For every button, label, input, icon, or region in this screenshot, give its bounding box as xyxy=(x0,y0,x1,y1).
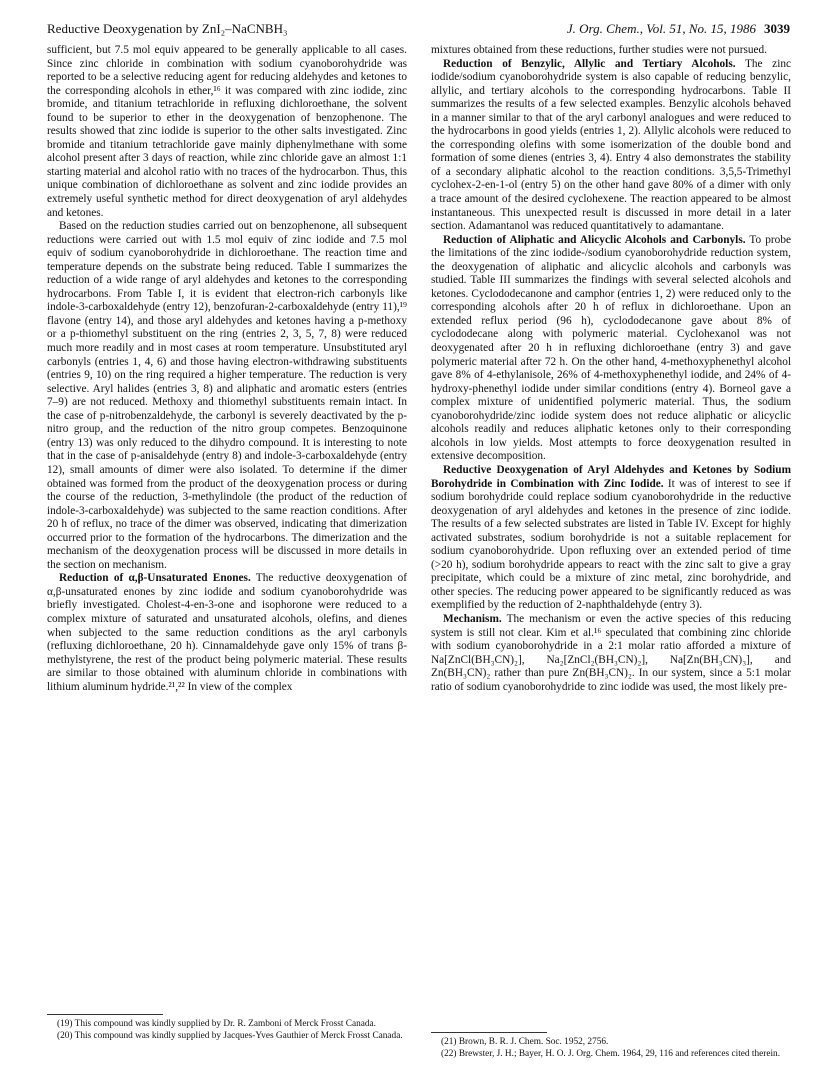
left-paragraph xyxy=(47,572,407,694)
right-paragraph xyxy=(431,58,791,234)
left-paragraph xyxy=(47,220,407,572)
paragraph-text: The reductive deoxygenation of α,β-unsaturated enones by zinc iodide and sodium cyanoborohydride was briefly investigated. Cholest-4-en-3-one and isophorone were reduced to a complex mixture of saturated and unsaturated alcohols, olefins, and dienes when subjected to the same reduction conditions as the aryl carbonyls (refluxing dichloroethane, 20 h). Cinnamaldehyde gave only 15% of trans β-methylstyrene, the rest of the product being polymeric material. These results are similar to those obtained with aluminum chloride in combinations with lithium aluminum hydride.²¹,²² In view of the complex xyxy=(47,572,407,693)
footnote-rule xyxy=(47,1014,163,1015)
right-paragraph xyxy=(431,464,791,613)
footnote: (22) Brewster, J. H.; Bayer, H. O. J. Org. Chem. 1964, 29, 116 and references cited therein. xyxy=(441,1049,781,1059)
section-heading: Reductive Deoxygenation of Aryl Aldehydes and Ketones by Sodium Borohydride in Combination with Zinc Iodide. xyxy=(431,463,791,490)
paragraph-text: It was of interest to see if sodium borohydride could replace sodium cyanoborohydride in the reductive deoxygenation of aryl aldehydes and ketones in the presence of zinc iodide. The results of a few selected substrates are listed in Table IV. Except for highly activated substrates, sodium borohydride is not a suitable replacement for sodium cyanoborohydride. Upon refluxing over an extended period of time (>20 h), sodium borohydride appears to react with the zinc salt to give a gray precipitate, which could be a mixture of zinc metal, zinc borohydride, and other species. The reducing power appeared to be significantly reduced as was exemplified by the reduction of 2-naphthaldehyde (entry 3). xyxy=(431,477,791,612)
running-title: Reductive Deoxygenation by ZnI₂–NaCNBH₃ xyxy=(47,21,288,36)
paragraph-text: To probe the limitations of the zinc iodide-/sodium cyanoborohydride reduction system, the deoxygenation of aliphatic and alicyclic alcohols and carbonyls was studied. Table III summarizes the findings with several selected alcohols and ketones. Cyclododecanone and camphor (entries 1, 2) were reduced only to the corresponding alcohols after 20 h of reflux in dichloroethane. Upon an extended reflux period (96 h), cyclododecanone gave about 8% of cyclododecane along with polymeric material. Cyclohexanol was not deoxygenated after 20 h in refluxing dichloroethane (entry 3) and gave polymeric material after 72 h. On the other hand, 4-methoxyphenethyl alcohol gave 8% of 4-ethylanisole, 26% of 4-methoxyphenethyl iodide, and 24% of 4-hydroxy-phenethyl iodide under similar conditions (entry 4). Borneol gave a complex mixture of unidentified polymeric material. Thus, the sodium cyanoborohydride/zinc iodide system does not reduce aliphatic or alicyclic alcohols readily and reduces aliphatic ketones only to their corresponding alcohols in low yields. Most attempts to force deoxygenation resulted in extensive decomposition. xyxy=(431,233,791,463)
footnote-rule xyxy=(431,1032,547,1033)
paragraph-text: The mechanism or even the active species of this reducing system is still not clear. Kim et al.¹⁶ speculated that combining zinc chloride with sodium cyanoborohydride in a 2:1 molar ratio afforded a mixture of Na[ZnCl(BH₃CN)₂], Na₂[ZnCl₂(BH₃CN)₂], Na[Zn(BH₃CN)₃], and Zn(BH₃CN)₂ rather than pure Zn(BH₃CN)₂. In our system, since a 5:1 molar ratio of sodium cyanoborohydride to zinc iodide was used, the most likely pre- xyxy=(431,612,791,693)
paragraph-text: mixtures obtained from these reductions, further studies were not pursued. xyxy=(431,44,767,56)
paragraph-text: The zinc iodide/sodium cyanoborohydride system is also capable of reducing benzylic, allylic, and tertiary alcohols to the corresponding hydrocarbons. Table II summarizes the results of a few selected examples. Benzylic alcohols behaved in a manner similar to that of the aryl carbonyl analogues and were reduced to the hydrocarbons in good yields (entries 1, 2). Allylic alcohols were reduced to the corresponding olefins with some isomerization of the double bond and formation of some dienes (entries 3, 4). Entry 4 also demonstrates the stability of a secondary aliphatic alcohol to the reaction conditions. 3,5,5-Trimethyl cyclohex-2-en-1-ol (entry 5) on the other hand gave 80% of a dimer with only a trace amount of the desired cyclohexene. The reaction appeared to be almost instantaneous. This unexpected result is discussed in more detail in a later section. Adamantanol was reduced quantitatively to adamantane. xyxy=(431,57,791,233)
right-column xyxy=(431,44,791,694)
right-paragraph xyxy=(431,44,791,58)
paragraph-text: Based on the reduction studies carried out on benzophenone, all subsequent reductions were carried out with 1.5 mol equiv of zinc iodide and 7.5 mol equiv of sodium cyanoborohydride in dichloroethane. The reaction time and temperature depends on the substrate being reduced. Table I summarizes the reduction of a wide range of aryl aldehydes and ketones to the corresponding hydrocarbons. From Table I, it is evident that electron-rich carbonyls like indole-3-carboxaldehyde (entry 12), benzofuran-2-carboxaldehyde (entry 11),¹⁹ flavone (entry 14), and those aryl aldehydes and ketones having a p-methoxy or a p-thiomethyl substituent on the ring (entries 2, 3, 5, 7, 8) were reduced much more readily and in most cases at room temperature. Unsubstituted aryl carbonyls (entries 1, 4, 6) and those having electron-withdrawing substituents (entries 9, 10) on the ring required a higher temperature. The reduction is very selective. Aryl halides (entries 3, 8) and aliphatic and aromatic esters (entries 7–9) are not reduced. Methoxy and thiomethyl substituents remain intact. In the case of p-nitrobenzaldehyde, the carbonyl is severely deactivated by the p-nitro group, and the reduction of the nitro group competes. Benzoquinone (entry 13) was only reduced to the dihydro compound. It is interesting to note that in the case of p-anisaldehyde (entry 8) and indole-3-carboxaldehyde (entry 12), small amounts of dimer were also isolated. To determine if the dimer obtained was formed from the product of the deoxygenation process or during the course of the reduction, 3-methylindole (the product of the reduction of indole-3-carboxaldehyde) was subjected to the same reaction conditions. After 20 h of reflux, no trace of the dimer was observed, indicating that dimerization occurred prior to the formation of the hydrocarbons. The dimerization and the mechanism of the deoxygenation process will be discussed in more details in the section on mechanism. xyxy=(47,220,407,571)
section-heading: Reduction of α,β-Unsaturated Enones. xyxy=(59,572,251,585)
section-heading: Mechanism. xyxy=(443,612,502,625)
footnote: (21) Brown, B. R. J. Chem. Soc. 1952, 2756. xyxy=(441,1037,609,1047)
right-paragraph xyxy=(431,234,791,464)
footnote: (19) This compound was kindly supplied by Dr. R. Zamboni of Merck Frosst Canada. xyxy=(57,1019,376,1029)
section-heading: Reduction of Aliphatic and Alicyclic Alcohols and Carbonyls. xyxy=(443,233,746,246)
left-paragraph xyxy=(47,44,407,220)
page-number: 3039 xyxy=(764,21,790,36)
right-paragraph xyxy=(431,613,791,694)
page-header xyxy=(47,20,790,40)
footnote: (20) This compound was kindly supplied by Jacques-Yves Gauthier of Merck Frosst Canada. xyxy=(57,1031,403,1041)
paragraph-text: sufficient, but 7.5 mol equiv appeared to be generally applicable to all cases. Since zinc chloride in combination with sodium cyanoborohydride was reported to be a selective reducing agent for reducing aldehydes and ketones to the corresponding alcohols in ether,¹⁶ it was compared with zinc iodide, zinc bromide, and titanium tetrachloride in refluxing dichloroethane, the solvent found to be superior to ether in the deoxygenation of benzophenone. The results showed that zinc iodide is superior to the other salts investigated. Zinc bromide and titanium tetrachloride gave mainly diphenylmethane with some alcohol present after 3 days of reaction, while zinc chloride gave an almost 1:1 starting material and alcohol ratio with no traces of the hydrocarbon. Thus, this unique combination of dichloroethane as solvent and zinc iodide provides an extremely useful synthetic method for direct deoxygenation of aryl aldehydes and ketones. xyxy=(47,44,407,219)
journal-citation xyxy=(567,20,790,38)
left-column xyxy=(47,44,407,694)
footnotes-left xyxy=(47,1014,407,1043)
section-heading: Reduction of Benzylic, Allylic and Tertiary Alcohols. xyxy=(443,57,736,70)
footnotes-right xyxy=(431,1032,791,1061)
journal-name: J. Org. Chem., Vol. 51, No. 15, 1986 xyxy=(566,21,756,36)
